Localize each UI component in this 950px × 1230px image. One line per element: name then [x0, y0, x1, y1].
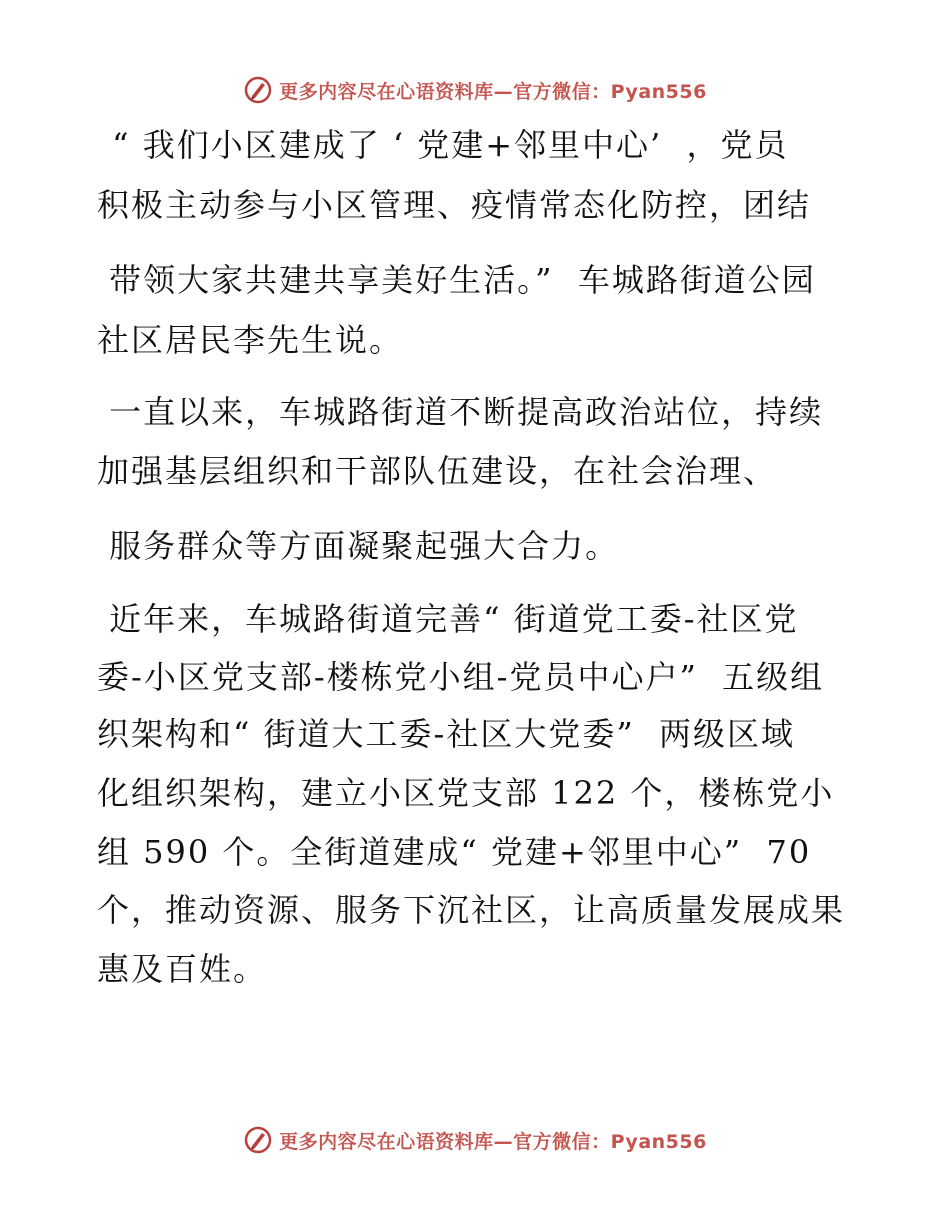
pen-logo-icon [243, 75, 273, 105]
pen-logo-icon [243, 1125, 273, 1155]
text-line: 委-小区党支部-楼栋党小组-党员中心户” 五级组 [97, 658, 825, 696]
header-watermark [0, 70, 950, 110]
text-line: 加强基层组织和干部队伍建设，在社会治理、 [97, 452, 778, 490]
text-line: 惠及百姓。 [97, 950, 268, 988]
header-watermark-text: 更多内容尽在心语资料库—官方微信：Pyan556 [279, 80, 707, 103]
footer-watermark-text: 更多内容尽在心语资料库—官方微信：Pyan556 [279, 1130, 707, 1153]
text-line: 服务群众等方面凝聚起强大合力。 [97, 527, 620, 565]
text-line: 积极主动参与小区管理、疫情常态化防控，团结 [97, 186, 812, 224]
text-line: 化组织架构，建立小区党支部 122 个，楼栋党小 [97, 774, 835, 812]
text-line: “ 我们小区建成了 ‘ 党建+邻里中心’ ，党员 [100, 126, 789, 164]
footer-watermark [0, 1120, 950, 1160]
text-line: 织架构和“ 街道大工委-社区大党委” 两级区域 [97, 715, 796, 753]
text-line: 个，推动资源、服务下沉社区，让高质量发展成果 [97, 891, 846, 929]
text-line: 带领大家共建共享美好生活。” 车城路街道公园 [97, 261, 816, 299]
text-line: 组 590 个。全街道建成“ 党建+邻里中心” 70 [97, 833, 812, 871]
text-line: 一直以来，车城路街道不断提高政治站位，持续 [97, 393, 824, 431]
text-line: 近年来，车城路街道完善“ 街道党工委-社区党 [97, 600, 799, 638]
text-line: 社区居民李先生说。 [97, 321, 404, 359]
